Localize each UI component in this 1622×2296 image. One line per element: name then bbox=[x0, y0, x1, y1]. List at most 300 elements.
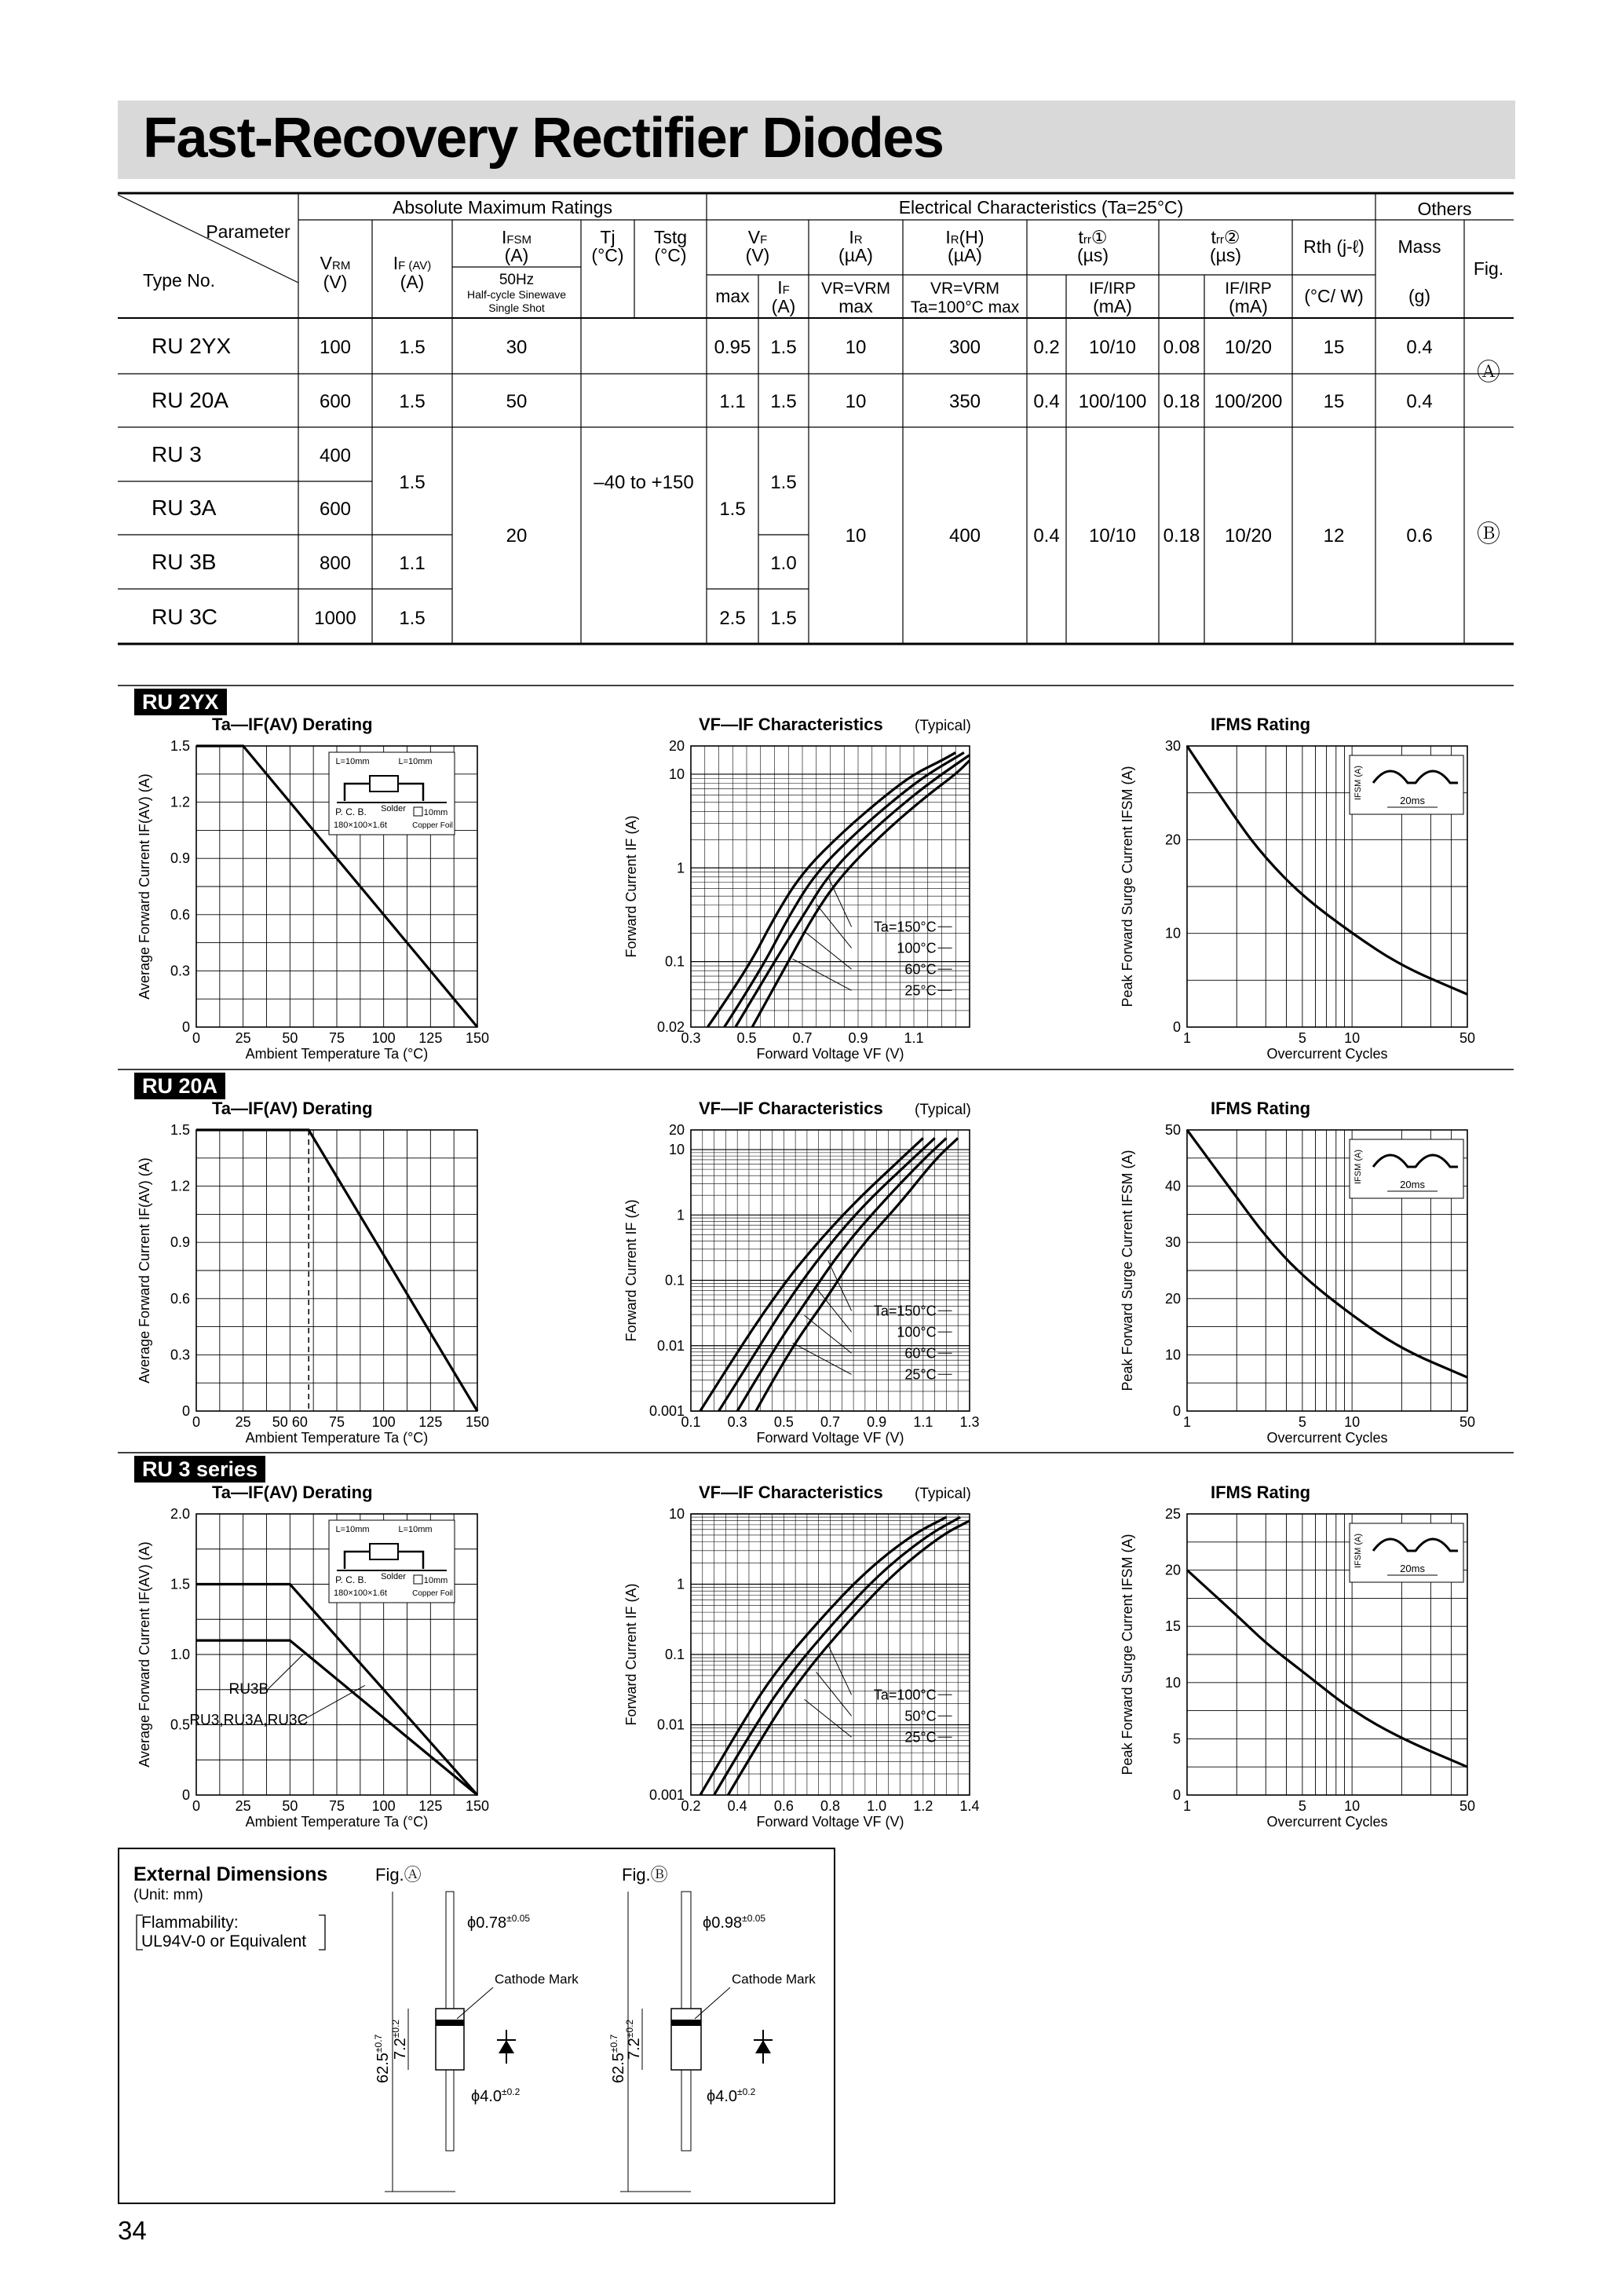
x-tick-label: 50 bbox=[282, 1798, 298, 1814]
annotation-leader bbox=[268, 1654, 303, 1690]
flammability-label: Flammability: bbox=[141, 1914, 239, 1932]
fig-a-length: $62.5^{\pm 0.7}$ bbox=[373, 2034, 392, 2083]
row-mass: 0.4 bbox=[1406, 391, 1433, 412]
tj-unit: (°C) bbox=[591, 245, 624, 265]
pcb-inset bbox=[329, 1520, 455, 1603]
ru3-vf: 1.5 bbox=[719, 499, 746, 520]
y-tick-label: 0 bbox=[181, 1787, 190, 1803]
legend-label: 50°C bbox=[904, 1708, 937, 1724]
trr2-head: trr② bbox=[1211, 227, 1240, 247]
row-vf: 2.5 bbox=[719, 608, 746, 629]
x-axis-label: Forward Voltage VF (V) bbox=[756, 1046, 904, 1062]
series-line bbox=[1187, 1570, 1467, 1768]
x-tick-label: 0.2 bbox=[681, 1798, 701, 1814]
x-tick-label: 10 bbox=[1344, 1414, 1361, 1430]
y-tick-label: 0.9 bbox=[170, 850, 190, 867]
y-tick-label: 0 bbox=[1172, 1019, 1181, 1035]
vf-unit: (V) bbox=[745, 245, 770, 265]
x-tick-label: 1 bbox=[1182, 1414, 1192, 1430]
row-ifsm: 30 bbox=[506, 337, 528, 358]
chart-subtitle: (Typical) bbox=[915, 718, 971, 734]
legend-label: 100°C bbox=[897, 1324, 937, 1340]
y-tick-label: 1.2 bbox=[170, 1178, 190, 1194]
y-tick-label: 20 bbox=[668, 1122, 685, 1138]
x-tick-label: 5 bbox=[1298, 1798, 1306, 1814]
x-tick-label: 0.9 bbox=[848, 1030, 868, 1046]
y-tick-label: 1 bbox=[676, 860, 685, 876]
x-tick-label: 1.0 bbox=[867, 1798, 887, 1814]
y-tick-label: 0.6 bbox=[170, 906, 190, 923]
x-tick-label: 50 bbox=[1459, 1798, 1476, 1814]
inset-ifsm-label: IFSM (A) bbox=[1353, 1150, 1364, 1184]
series-line bbox=[719, 1138, 935, 1411]
y-tick-label: 10 bbox=[1164, 1674, 1181, 1691]
external-dimensions bbox=[118, 1848, 836, 2205]
if-unit: (A) bbox=[400, 272, 425, 292]
legend-label: 100°C bbox=[897, 940, 937, 956]
inset-length-1: L=10mm bbox=[335, 1525, 370, 1534]
ifsm-head: IFSM bbox=[501, 227, 532, 247]
row-trr1c: 100/100 bbox=[1078, 391, 1147, 412]
x-tick-label: 75 bbox=[328, 1414, 345, 1430]
type-label: Type No. bbox=[142, 270, 216, 291]
legend-pointer bbox=[805, 931, 852, 969]
fig-a-lead-dia: $\phi 0.78^{\pm 0.05}$ bbox=[467, 1913, 531, 1932]
y-tick-label: 0.01 bbox=[656, 1717, 685, 1733]
ru2yx-derating-chart bbox=[110, 707, 524, 1082]
inset-length-2: L=10mm bbox=[398, 757, 433, 766]
surge-inset bbox=[1350, 755, 1463, 814]
x-tick-label: 150 bbox=[465, 1030, 490, 1046]
y-tick-label: 20 bbox=[1164, 832, 1181, 848]
x-tick-label: 0.7 bbox=[820, 1414, 841, 1430]
row-ir: 10 bbox=[845, 391, 867, 412]
x-tick-label: 1.3 bbox=[959, 1414, 980, 1430]
legend-pointer bbox=[828, 876, 852, 927]
dim-unit: (Unit: mm) bbox=[133, 1887, 203, 1903]
trr2-unit: (µs) bbox=[1209, 245, 1242, 265]
row-vf-if: 1.5 bbox=[770, 391, 797, 412]
y-tick-label: 0.3 bbox=[170, 1347, 190, 1363]
row-type: RU 3 bbox=[152, 442, 202, 466]
chart-title: IFMS Rating bbox=[1211, 715, 1311, 734]
legend-label: 25°C bbox=[904, 1729, 937, 1746]
x-tick-label: 150 bbox=[465, 1798, 490, 1814]
section-label-ru2yx: RU 2YX bbox=[134, 689, 227, 715]
rth-unit: (°C/ W) bbox=[1304, 286, 1364, 306]
y-tick-label: 15 bbox=[1164, 1618, 1181, 1635]
x-tick-label: 1.2 bbox=[913, 1798, 933, 1814]
x-tick-label: 10 bbox=[1344, 1798, 1361, 1814]
y-tick-label: 10 bbox=[668, 1142, 685, 1158]
vf-head: VF bbox=[747, 227, 768, 247]
y-tick-label: 1.2 bbox=[170, 794, 190, 810]
legend-label: Ta=100°C bbox=[873, 1687, 937, 1703]
y-tick-label: 0.001 bbox=[648, 1787, 685, 1803]
row-trr1: 0.2 bbox=[1033, 337, 1060, 358]
x-axis-label: Overcurrent Cycles bbox=[1266, 1814, 1388, 1830]
legend-label: 25°C bbox=[904, 1366, 937, 1383]
inset-period: 20ms bbox=[1400, 1179, 1425, 1190]
row-vf-if: 1.5 bbox=[770, 608, 797, 629]
chart-subtitle: (Typical) bbox=[915, 1486, 971, 1502]
y-tick-label: 30 bbox=[1164, 738, 1181, 754]
y-tick-label: 0.9 bbox=[170, 1234, 190, 1251]
fig-b-cathode-label: Cathode Mark bbox=[732, 1972, 816, 1987]
grid-lines bbox=[196, 1130, 477, 1411]
x-tick-label: 0.9 bbox=[867, 1414, 887, 1430]
y-tick-label: 0 bbox=[181, 1019, 190, 1035]
row-irh: 350 bbox=[948, 391, 981, 412]
row-vf: 1.1 bbox=[719, 391, 746, 412]
row-vrm: 600 bbox=[319, 391, 352, 412]
dim-title: External Dimensions bbox=[133, 1863, 328, 1885]
y-tick-label: 1.5 bbox=[170, 738, 190, 754]
inset-pcb: P. C. B. bbox=[335, 1574, 367, 1585]
y-tick-label: 10 bbox=[668, 766, 685, 782]
y-tick-label: 50 bbox=[1164, 1122, 1181, 1138]
inset-period: 20ms bbox=[1400, 1563, 1425, 1574]
ru2yx-ifms-chart bbox=[1101, 707, 1514, 1082]
y-tick-label: 1 bbox=[676, 1576, 685, 1592]
chart-title: Ta—IF(AV) Derating bbox=[212, 715, 373, 734]
x-tick-label: 125 bbox=[418, 1030, 443, 1046]
ir-max: max bbox=[838, 296, 873, 316]
trr2-cond-unit: (mA) bbox=[1229, 296, 1268, 316]
spec-table bbox=[0, 0, 1622, 667]
row-vrm: 400 bbox=[319, 445, 352, 466]
row-vf-if: 1.5 bbox=[770, 337, 797, 358]
ru3-rth: 12 bbox=[1323, 525, 1345, 547]
x-tick-label: 100 bbox=[371, 1798, 396, 1814]
vf-max: max bbox=[715, 286, 750, 306]
x-tick-label: 0.3 bbox=[727, 1414, 747, 1430]
x-tick-label: 0.6 bbox=[773, 1798, 794, 1814]
x-tick-label: 150 bbox=[465, 1414, 490, 1430]
ifsm-unit: (A) bbox=[504, 245, 529, 265]
row-type: RU 3C bbox=[152, 605, 218, 629]
tj-tstg-value: –40 to +150 bbox=[594, 472, 694, 493]
ru3-ir: 10 bbox=[845, 525, 867, 547]
y-tick-label: 0.001 bbox=[648, 1403, 685, 1419]
y-tick-label: 10 bbox=[1164, 925, 1181, 941]
legend-pointer bbox=[828, 1644, 852, 1695]
chart-title: IFMS Rating bbox=[1211, 1099, 1311, 1118]
y-tick-label: 0 bbox=[1172, 1787, 1181, 1803]
legend-pointer bbox=[816, 904, 852, 948]
x-axis-label: Ambient Temperature Ta (°C) bbox=[245, 1430, 429, 1446]
row-if: 1.1 bbox=[399, 553, 426, 574]
y-axis-label: Forward Current IF (A) bbox=[623, 1583, 639, 1726]
irh-unit: (µA) bbox=[948, 245, 982, 265]
y-tick-label: 30 bbox=[1164, 1234, 1181, 1251]
x-tick-label: 0.1 bbox=[681, 1414, 701, 1430]
x-axis-label: Ambient Temperature Ta (°C) bbox=[245, 1046, 429, 1062]
x-tick-label: 10 bbox=[1344, 1030, 1361, 1046]
ru3-vf-if: 1.5 bbox=[770, 472, 797, 493]
legend-pointer bbox=[805, 1315, 852, 1353]
inset-ifsm-label: IFSM (A) bbox=[1353, 766, 1364, 800]
tstg-head: Tstg bbox=[653, 227, 688, 247]
row-type: RU 3A bbox=[152, 495, 217, 520]
y-tick-label: 0.3 bbox=[170, 963, 190, 979]
row-trr2: 0.18 bbox=[1163, 391, 1200, 412]
y-tick-label: 0.1 bbox=[664, 1272, 685, 1289]
x-tick-label: 0.4 bbox=[727, 1798, 747, 1814]
y-tick-label: 2.0 bbox=[170, 1506, 190, 1522]
x-tick-label: 0 bbox=[192, 1414, 201, 1430]
elec-header: Electrical Characteristics (Ta=25°C) bbox=[898, 197, 1184, 218]
inset-cu-1: 10mm bbox=[423, 808, 448, 817]
legend-pointer bbox=[828, 1260, 852, 1311]
y-axis-label: Forward Current IF (A) bbox=[623, 1199, 639, 1342]
y-tick-label: 0 bbox=[181, 1403, 190, 1419]
x-tick-label: 0 bbox=[192, 1798, 201, 1814]
y-tick-label: 0.01 bbox=[656, 1337, 685, 1354]
pcb-inset bbox=[329, 752, 455, 835]
x-tick-label: 0.5 bbox=[736, 1030, 757, 1046]
surge-inset bbox=[1350, 1523, 1463, 1582]
x-tick-label: 5 bbox=[1298, 1030, 1306, 1046]
if-head: IF (AV) bbox=[393, 253, 432, 273]
y-tick-label: 10 bbox=[1164, 1347, 1181, 1363]
x-tick-label: 50 60 bbox=[272, 1414, 308, 1430]
y-tick-label: 0 bbox=[1172, 1403, 1181, 1419]
x-tick-label: 100 bbox=[371, 1414, 396, 1430]
row-irh: 300 bbox=[948, 337, 981, 358]
row-if: 1.5 bbox=[399, 608, 426, 629]
y-tick-label: 0.6 bbox=[170, 1290, 190, 1307]
fig-a-label: Fig.Ⓐ bbox=[375, 1865, 422, 1885]
fig-a-mark: Ⓐ bbox=[1477, 360, 1500, 386]
inset-pcb-size: 180×100×1.6t bbox=[334, 1589, 387, 1598]
tstg-unit: (°C) bbox=[654, 245, 687, 265]
inset-pcb: P. C. B. bbox=[335, 806, 367, 817]
y-tick-label: 0.5 bbox=[170, 1717, 190, 1733]
chart-title: VF—IF Characteristics bbox=[699, 715, 883, 734]
row-vrm: 100 bbox=[319, 337, 352, 358]
row-vf-if: 1.0 bbox=[770, 553, 797, 574]
x-axis-label: Overcurrent Cycles bbox=[1266, 1046, 1388, 1062]
row-if: 1.5 bbox=[399, 391, 426, 412]
chart-title: Ta—IF(AV) Derating bbox=[212, 1099, 373, 1118]
inset-length-1: L=10mm bbox=[335, 757, 370, 766]
row-vrm: 800 bbox=[319, 553, 352, 574]
trr1-cond-unit: (mA) bbox=[1093, 296, 1132, 316]
tj-head: Tj bbox=[600, 227, 616, 247]
fig-b-body-length: $7.2^{\pm 0.2}$ bbox=[624, 2019, 643, 2060]
row-trr2c: 10/20 bbox=[1224, 337, 1273, 358]
legend-label: Ta=150°C bbox=[873, 1303, 937, 1319]
inset-cu-1: 10mm bbox=[423, 1576, 448, 1585]
inset-cu-2: Copper Foil bbox=[412, 1589, 453, 1598]
chart-title: Ta—IF(AV) Derating bbox=[212, 1483, 373, 1502]
flammability-value: UL94V-0 or Equivalent bbox=[141, 1932, 307, 1951]
x-tick-label: 0 bbox=[192, 1030, 201, 1046]
y-tick-label: 25 bbox=[1164, 1506, 1181, 1522]
chart-title: VF—IF Characteristics bbox=[699, 1099, 883, 1118]
x-tick-label: 1.1 bbox=[913, 1414, 933, 1430]
inset-period: 20ms bbox=[1400, 795, 1425, 806]
legend-label: 60°C bbox=[904, 961, 937, 978]
ru3-if: 1.5 bbox=[399, 472, 426, 493]
others-header: Others bbox=[1417, 199, 1472, 219]
x-tick-label: 100 bbox=[371, 1030, 396, 1046]
section-label-ru20a: RU 20A bbox=[134, 1073, 225, 1099]
page-title: Fast-Recovery Rectifier Diodes bbox=[143, 107, 944, 170]
y-axis-label: Peak Forward Surge Current IFSM (A) bbox=[1120, 766, 1135, 1007]
ru20a-derating-chart bbox=[110, 1091, 524, 1466]
mass-head: Mass bbox=[1397, 236, 1441, 257]
x-tick-label: 25 bbox=[235, 1414, 251, 1430]
ifsm-note-3: Single Shot bbox=[488, 302, 545, 314]
annotation-ru3: RU3,RU3A,RU3C bbox=[189, 1712, 309, 1729]
x-tick-label: 50 bbox=[1459, 1030, 1476, 1046]
rth-head: Rth (j-ℓ) bbox=[1303, 236, 1364, 257]
abs-max-header: Absolute Maximum Ratings bbox=[393, 197, 612, 218]
legend-pointer bbox=[793, 1343, 852, 1374]
fig-a-cathode-label: Cathode Mark bbox=[495, 1972, 579, 1987]
trr1-cond: IF/IRP bbox=[1089, 280, 1136, 298]
vrm-head: VRM bbox=[320, 253, 351, 273]
x-axis-label: Ambient Temperature Ta (°C) bbox=[245, 1814, 429, 1830]
ru3-vfif-chart bbox=[605, 1475, 1017, 1850]
ir-cond: VR=VRM bbox=[820, 280, 891, 298]
fig-a-drawing bbox=[373, 1865, 579, 2192]
irh-cond: VR=VRM bbox=[930, 280, 1000, 298]
fig-head: Fig. bbox=[1473, 258, 1504, 279]
row-ifsm: 50 bbox=[506, 391, 528, 412]
legend-pointer bbox=[793, 959, 852, 990]
fig-b-drawing bbox=[608, 1865, 816, 2192]
x-axis-label: Forward Voltage VF (V) bbox=[756, 1814, 904, 1830]
ru3-mass: 0.6 bbox=[1406, 525, 1433, 547]
fig-b-mark: Ⓑ bbox=[1477, 521, 1500, 547]
ru3-derating-chart bbox=[110, 1475, 524, 1850]
grid-lines bbox=[691, 1514, 970, 1795]
ru2yx-vfif-chart bbox=[605, 707, 1017, 1082]
row-trr2c: 100/200 bbox=[1214, 391, 1283, 412]
x-tick-label: 50 bbox=[1459, 1414, 1476, 1430]
y-tick-label: 10 bbox=[668, 1506, 685, 1522]
row-trr1: 0.4 bbox=[1033, 391, 1060, 412]
fig-b-body-dia: $\phi 4.0^{\pm 0.2}$ bbox=[707, 2086, 756, 2105]
ifsm-note-1: 50Hz bbox=[499, 272, 535, 288]
legend-label: Ta=150°C bbox=[873, 919, 937, 935]
x-tick-label: 125 bbox=[418, 1414, 443, 1430]
x-tick-label: 0.7 bbox=[792, 1030, 813, 1046]
y-tick-label: 20 bbox=[668, 738, 685, 754]
ru3-trr2: 0.18 bbox=[1163, 525, 1200, 547]
row-vrm: 600 bbox=[319, 499, 352, 520]
row-vrm: 1000 bbox=[314, 608, 356, 629]
row-type: RU 2YX bbox=[152, 334, 232, 358]
fig-b-label: Fig.Ⓑ bbox=[622, 1865, 668, 1885]
legend-pointer bbox=[816, 1288, 852, 1332]
legend-label: 25°C bbox=[904, 982, 937, 999]
row-if: 1.5 bbox=[399, 337, 426, 358]
y-tick-label: 40 bbox=[1164, 1178, 1181, 1194]
x-tick-label: 50 bbox=[282, 1030, 298, 1046]
y-axis-label: Peak Forward Surge Current IFSM (A) bbox=[1120, 1150, 1135, 1391]
ir-head: IR bbox=[849, 227, 863, 247]
section-label-ru3: RU 3 series bbox=[134, 1456, 265, 1483]
x-tick-label: 1 bbox=[1182, 1798, 1192, 1814]
inset-solder: Solder bbox=[381, 804, 406, 813]
x-tick-label: 5 bbox=[1298, 1414, 1306, 1430]
row-rth: 15 bbox=[1323, 337, 1345, 358]
trr2-cond: IF/IRP bbox=[1225, 280, 1272, 298]
row-vf: 0.95 bbox=[714, 337, 751, 358]
inset-length-2: L=10mm bbox=[398, 1525, 433, 1534]
inset-ifsm-label: IFSM (A) bbox=[1353, 1534, 1364, 1568]
trr1-head: trr① bbox=[1078, 227, 1108, 247]
y-axis-label: Forward Current IF (A) bbox=[623, 815, 639, 958]
y-axis-label: Average Forward Current IF(AV) (A) bbox=[137, 1541, 152, 1768]
fig-a-body-length: $7.2^{\pm 0.2}$ bbox=[390, 2019, 409, 2060]
x-tick-label: 25 bbox=[235, 1798, 251, 1814]
ru3-trr1: 0.4 bbox=[1033, 525, 1060, 547]
ru20a-vfif-chart bbox=[605, 1091, 1017, 1466]
mass-unit: (g) bbox=[1408, 286, 1431, 306]
y-tick-label: 0.02 bbox=[656, 1019, 685, 1035]
ru3-ifms-chart bbox=[1101, 1475, 1514, 1850]
fig-a-body-dia: $\phi 4.0^{\pm 0.2}$ bbox=[471, 2086, 521, 2105]
ru3-trr1c: 10/10 bbox=[1088, 525, 1137, 547]
irh-cond-2: Ta=100°C max bbox=[910, 298, 1020, 316]
y-tick-label: 0.1 bbox=[664, 953, 685, 970]
chart-subtitle: (Typical) bbox=[915, 1102, 971, 1118]
vf-if-head: IF bbox=[777, 277, 790, 298]
x-tick-label: 125 bbox=[418, 1798, 443, 1814]
row-ir: 10 bbox=[845, 337, 867, 358]
legend-pointer bbox=[816, 1672, 852, 1716]
x-tick-label: 75 bbox=[328, 1030, 345, 1046]
annotation-ru3b: RU3B bbox=[228, 1681, 269, 1698]
x-tick-label: 75 bbox=[328, 1798, 345, 1814]
page-number: 34 bbox=[118, 2216, 147, 2245]
vf-if-unit: (A) bbox=[771, 296, 796, 316]
y-tick-label: 20 bbox=[1164, 1290, 1181, 1307]
y-tick-label: 1 bbox=[676, 1207, 685, 1223]
fig-b-length: $62.5^{\pm 0.7}$ bbox=[608, 2034, 627, 2083]
y-axis-label: Peak Forward Surge Current IFSM (A) bbox=[1120, 1534, 1135, 1775]
row-trr1c: 10/10 bbox=[1088, 337, 1137, 358]
row-mass: 0.4 bbox=[1406, 337, 1433, 358]
y-tick-label: 0.1 bbox=[664, 1647, 685, 1662]
trr1-unit: (µs) bbox=[1076, 245, 1109, 265]
legend-label: 60°C bbox=[904, 1345, 937, 1362]
x-tick-label: 1 bbox=[1182, 1030, 1192, 1046]
x-tick-label: 0.3 bbox=[681, 1030, 701, 1046]
row-rth: 15 bbox=[1323, 391, 1345, 412]
ru3-irh: 400 bbox=[948, 525, 981, 547]
y-tick-label: 1.5 bbox=[170, 1122, 190, 1138]
vrm-unit: (V) bbox=[323, 272, 348, 292]
row-trr2: 0.08 bbox=[1163, 337, 1200, 358]
x-tick-label: 0.8 bbox=[820, 1798, 841, 1814]
y-tick-label: 1.5 bbox=[170, 1576, 190, 1592]
y-tick-label: 1.0 bbox=[170, 1647, 190, 1662]
inset-cu-2: Copper Foil bbox=[412, 821, 453, 830]
fig-b-lead-dia: $\phi 0.98^{\pm 0.05}$ bbox=[703, 1913, 766, 1932]
x-tick-label: 0.5 bbox=[773, 1414, 794, 1430]
irh-head: IR(H) bbox=[945, 227, 985, 247]
y-axis-label: Average Forward Current IF(AV) (A) bbox=[137, 773, 152, 1000]
series-line bbox=[752, 760, 970, 1027]
chart-title: IFMS Rating bbox=[1211, 1483, 1311, 1502]
chart-title: VF—IF Characteristics bbox=[699, 1483, 883, 1502]
